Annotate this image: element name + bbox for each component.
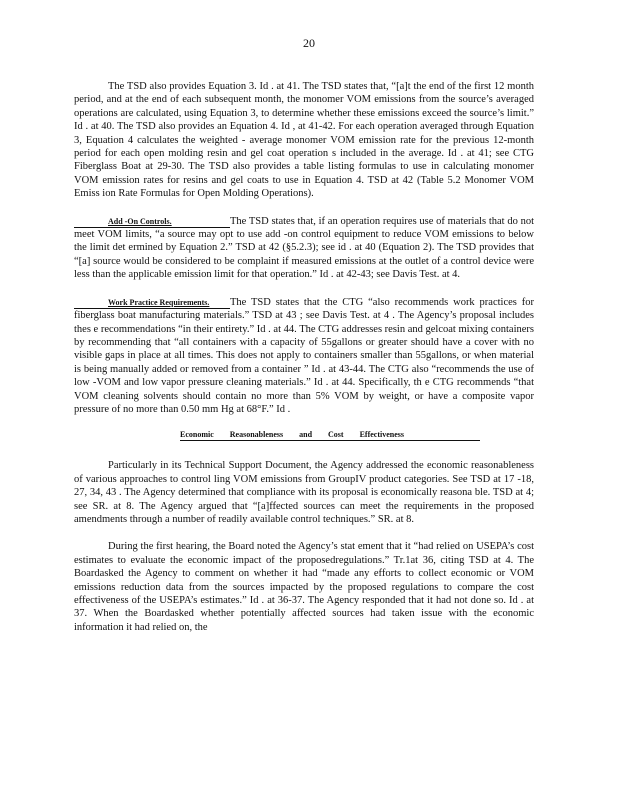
paragraph-text: The TSD states that, if an operation requires use of materials that do not meet VOM limits, “a source may opt to use add -on control equipment to reduce VOM emissions to below the limit det ermined by Equation 2.” TSD at 42 (§5.2.3); see id . at 40 (Equation 2). The TSD provides that “[a] source would be considered to be complaint if measured emissions at the outlet of a control device were less than the applicable emission limit for that operation.” Id . at 42-43; see Davis Test. at 4. [74, 215, 534, 281]
paragraph-add-on-controls [74, 215, 534, 282]
run-in-heading-wrap [74, 217, 230, 228]
paragraph-text: The TSD states that the CTG “also recommends work practices for fiberglass boat manufacturing materials.” TSD at 43 ; see Davis Test. at 4 . The Agency’s proposal includes thes e recommendations “in their entirety.” Id . at 44. The CTG addresses resin and gelcoat mixing containers by recommending that “all containers with a capacity of 55gallons or greater should have a cover with no visible gaps in place at all times. This does not apply to containers smaller than 55gallons, or when material is being manually added or removed from a container ” Id . at 43-44. The CTG also “recommends the use of low -VOM and low vapor pressure cleaning materials.” Id . at 44. Specifically, th e CTG recommends “that VOM cleaning solvents should contain no more than 5% VOM by weight, or have a composite vapor pressure of no more than 0.50 mm Hg at 68°F.” Id . [74, 296, 534, 415]
paragraph-economic [74, 459, 534, 526]
paragraph-first-hearing [74, 540, 534, 634]
paragraph-work-practice [74, 296, 534, 417]
document-body [74, 80, 534, 648]
page-number: 20 [303, 36, 315, 50]
paragraph-equations [74, 80, 534, 201]
section-heading: Economic Reasonableness and Cost Effectiveness [180, 430, 480, 441]
paragraph-text: The TSD also provides Equation 3. Id . at 41. The TSD states that, “[a]t the end of the first 12 month period, and at the end of each subsequent month, the monomer VOM emissions from the source’s averaged operations are calculated, using Equation 3, to determine whether these emissions exceed the source’s limit.” Id . at 40. The TSD also provides an Equation 4. Id , at 41-42. For each operation averaged through Equation 3, Equation 4 calculates the weighted - average monomer VOM emission rate for the previous 12-month period for each open molding resin and gel coat operation s included in the average. Id . at 41; see CTG Fiberglass Boat at 29-30. The TSD also provides a table listing formulas to use in calculating monomer VOM emission rates for resins and gel coats to use in Equation 4. TSD at 42 (Table 5.2 Monomer VOM Emiss ion Rate Formulas for Open Molding Operations). [74, 81, 534, 200]
paragraph-text: Particularly in its Technical Support Document, the Agency addressed the economic reasonableness of various approaches to control ling VOM emissions from GroupIV product categories. See TSD at 17 -18, 27, 34, 43 . The Agency determined that compliance with its proposal is economically reasona ble. TSD at 4; see SR. at 8. The Agency argued that “[a]ffected sources can meet the requirements in the proposed amendments through a number of readily available control techniques.” SR. at 8. [74, 460, 534, 525]
run-in-heading-wrap [74, 298, 230, 309]
run-in-heading: Add -On Controls. [108, 216, 172, 226]
run-in-heading: Work Practice Requirements. [108, 297, 210, 307]
paragraph-text: During the first hearing, the Board noted the Agency’s stat ement that it “had relied on USEPA’s cost estimates to evaluate the economic impact of the proposedregulations.” Tr.1at 36, citing TSD at 4. The Boardasked the Agency to comment on whether it had “made any efforts to collect economic or VOM emissions reduction data from the sources impacted by the proposed regulations to compare the cost effectiveness of the USEPA’s estimates.” Id . at 36-37. The Agency responded that it had not done so. Id . at 37. When the Boardasked whether potentially affected sources had taken issue with the economic information it had relied on, the [74, 541, 534, 633]
